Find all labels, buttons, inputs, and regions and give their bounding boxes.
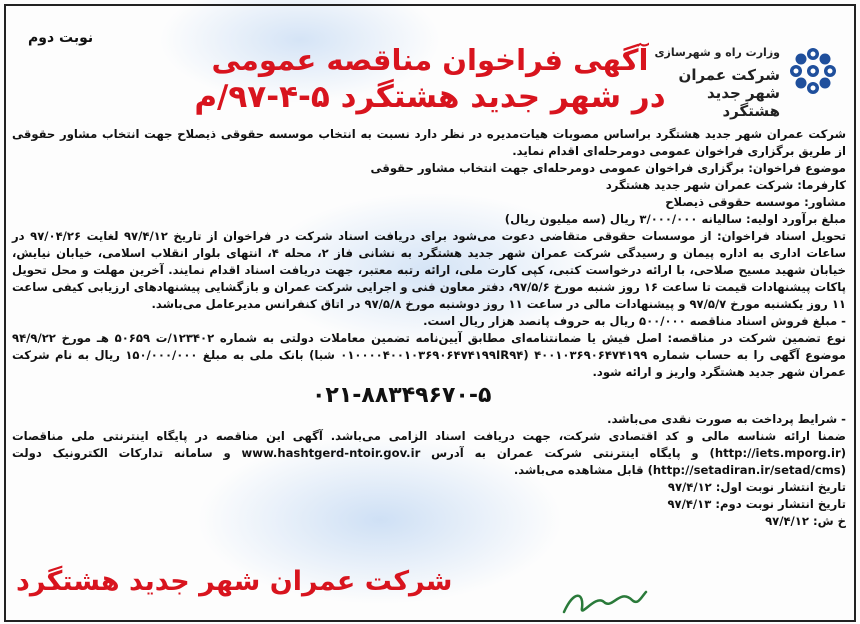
notice-paragraph: [12, 428, 846, 479]
notice-text-4: قابل مشاهده می‌باشد.: [513, 463, 644, 477]
subject-line: موضوع فراخوان: برگزاری فراخوان عمومی دومرحله‌ای جهت انتخاب مشاور حقوقی: [370, 161, 846, 175]
title-line-2: در شهر جدید هشتگرد ۵-۴-۹۷/م: [194, 79, 666, 115]
intro-paragraph: شرکت عمران شهر جدید هشتگرد براساس مصوبات هیات‌مدیره در نظر دارد نسبت به انتخاب موسسه حقوقی ذیصلاح جهت انتخاب مشاور حقوقی از طریق برگزاری فراخوان عمومی دومرحله‌ای اقدام نماید.: [12, 127, 846, 158]
sale-price-line: - مبلغ فروش اسناد مناقصه ۵۰۰/۰۰۰ ریال به حروف پانصد هزار ریال است.: [423, 314, 846, 328]
title-line-1: آگهی فراخوان مناقصه عمومی: [211, 43, 649, 77]
first-publication-date: تاریخ انتشار نوبت اول: ۹۷/۴/۱۲: [667, 480, 846, 494]
round-badge: نوبت دوم: [28, 30, 94, 46]
second-publication-date: تاریخ انتشار نوبت دوم: ۹۷/۴/۱۳: [667, 497, 846, 511]
ministry-name: وزارت راه و شهرسازی: [654, 46, 780, 59]
notice-text-1: ضمنا ارائه شناسه مالی و کد اقتصادی شرکت، جهت دریافت اسناد الزامی می‌باشد. آگهی این مناقصه در پایگاه اینترنتی ملی مناقصات: [12, 429, 846, 443]
company-website-link[interactable]: www.hashtgerd-ntoir.gov.ir: [241, 446, 421, 460]
company-logo: [652, 42, 842, 120]
notice-body: [12, 126, 846, 530]
estimate-line: مبلغ برآورد اولیه: سالیانه ۳/۰۰۰/۰۰۰ ریال (سه میلیون ریال): [504, 212, 846, 226]
employer-line: کارفرما: شرکت عمران شهر جدید هشتگرد: [605, 178, 846, 192]
consultant-line: مشاور: موسسه حقوقی ذیصلاح: [665, 195, 846, 209]
footer-company-name: شرکت عمران شهر جدید هشتگرد: [16, 566, 453, 597]
notice-title: [150, 42, 710, 116]
notice-text-3: و سامانه تدارکات الکترونیک دولت: [12, 446, 231, 460]
setad-link[interactable]: (http://setadiran.ir/setad/cms): [647, 463, 846, 477]
handwritten-signature: [560, 582, 650, 622]
ministry-emblem-icon: [784, 42, 842, 100]
delivery-paragraph: تحویل اسناد فراخوان: از موسسات حقوقی متقاضی دعوت می‌شود برای دریافت اسناد شرکت در فراخوان از تاریخ ۹۷/۴/۱۲ لغایت ۹۷/۰۴/۲۶ در ساعات اداری به اداره پیمان و رسیدگی شرکت عمران شهر جدید هشتگرد به نشانی فاز ۲، محله ۴، انتهای بلوار انقلاب اسلامی، خیابان نیایش، خیابان شهید مسیح صلاحی، با ارائه درخواست کتبی، کپی کارت ملی، ارائه رتبه معتبر، جهت دریافت اسناد اقدام نمایند. آخرین مهلت و محل تحویل پاکات پیشنهادات قیمت تا ساعت ۱۶ روز شنبه مورخ ۹۷/۵/۶، دفتر معاون فنی و اجرایی شرکت عمران و بازگشایی پیشنهادهای ارزیابی کیفی ساعت ۱۱ روز یکشنبه مورخ ۹۷/۵/۷ و پیشنهادات مالی در ساعت ۱۱ روز دوشنبه مورخ ۹۷/۵/۸ در اتاق کنفرانس مدیرعامل می‌باشد.: [12, 229, 846, 311]
contact-phone: ۰۲۱-۸۸۳۴۹۶۷۰-۵: [312, 383, 492, 408]
guarantee-paragraph: نوع تضمین شرکت در مناقصه: اصل فیش یا ضمانتنامه‌ای مطابق آیین‌نامه تضمین معاملات دولتی به شماره ۱۲۳۴۰۲/ت ۵۰۶۵۹ هـ مورخ ۹۴/۹/۲۲ موضوع آگهی را به حساب شماره ۴۰۰۱۰۳۶۹۰۶۴۷۴۱۹۹ (۰۱۰۰۰۰۴۰۰۱۰۳۶۹۰۶۴۷۴۱۹۹IR۹۴ شبا) بانک ملی به مبلغ ۱۵۰/۰۰۰/۰۰۰ ریال به نام شرکت عمران شهر جدید هشتگرد واریز و ارائه شود.: [12, 331, 846, 379]
payment-line: - شرایط پرداخت به صورت نقدی می‌باشد.: [607, 412, 846, 426]
reference-code: خ ش: ۹۷/۴/۱۲: [765, 514, 846, 528]
notice-text-2: و پایگاه اینترنتی شرکت عمران به آدرس: [431, 446, 699, 460]
iets-link[interactable]: (http://iets.mporg.ir): [709, 446, 846, 460]
logo-company-name: شرکت عمران شهر جدید هشتگرد: [678, 66, 780, 120]
